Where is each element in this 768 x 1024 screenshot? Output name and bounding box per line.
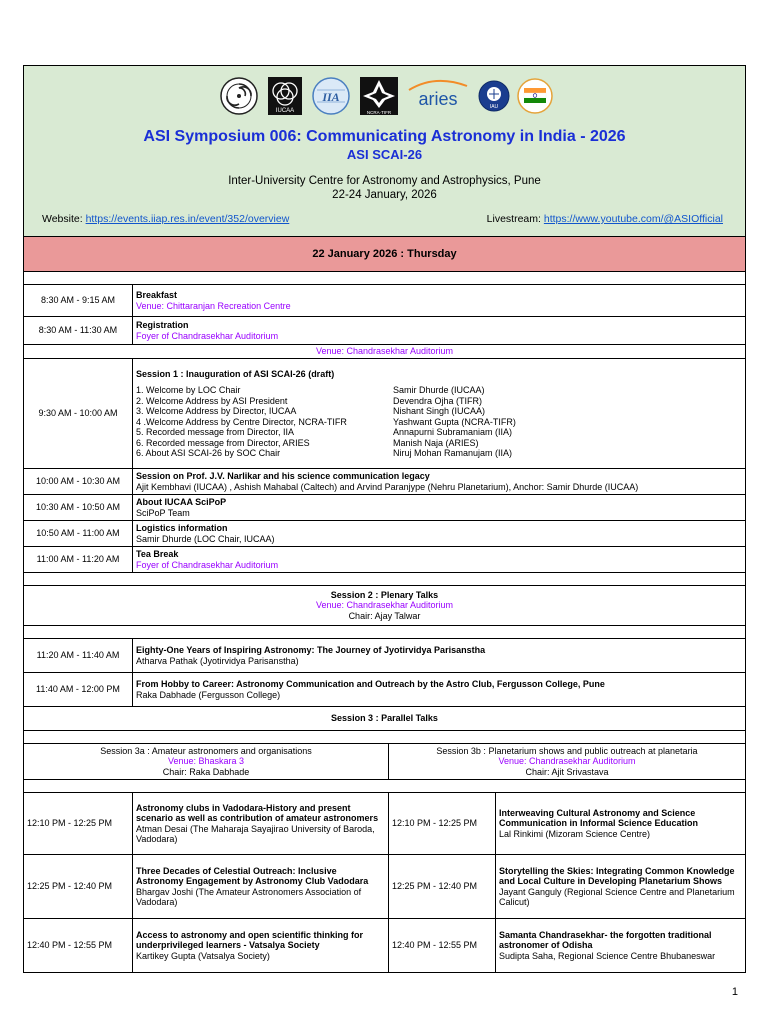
talk-cell-b — [496, 855, 746, 919]
session-2-row — [24, 586, 746, 626]
time-cell: 12:25 PM - 12:40 PM — [389, 855, 496, 919]
time-cell: 8:30 AM - 9:15 AM — [24, 285, 133, 317]
blank-row — [24, 573, 746, 586]
list-item: 4 .Welcome Address by Centre Director, NCRA-TIFR — [136, 416, 347, 427]
livestream-line — [487, 214, 723, 225]
session-1-title: Session 1 : Inauguration of ASI SCAI-26 (draft) — [136, 368, 335, 379]
livestream-link[interactable]: https://www.youtube.com/@ASIOfficial — [543, 213, 723, 225]
list-item: 6. Recorded message from Director, ARIES — [136, 437, 310, 448]
symposium-title: ASI Symposium 006: Communicating Astronomy in India - 2026 — [143, 128, 626, 145]
time-cell: 8:30 AM - 11:30 AM — [24, 317, 133, 345]
event-cell — [133, 469, 746, 495]
event-title: Registration — [136, 320, 189, 330]
time-cell: 10:30 AM - 10:50 AM — [24, 495, 133, 521]
event-venue: Venue: Chittaranjan Recreation Centre — [136, 300, 291, 311]
venue-row — [24, 345, 746, 359]
time-cell: 10:00 AM - 10:30 AM — [24, 469, 133, 495]
day-header-row — [24, 237, 746, 272]
session-3-row — [24, 707, 746, 731]
institute-name: Inter-University Centre for Astronomy and Astrophysics, Pune — [228, 175, 541, 187]
talk-speaker: Jayant Ganguly (Regional Science Centre and Planetarium Calicut) — [499, 886, 735, 907]
session-2-cell — [24, 586, 746, 626]
aries-logo — [405, 76, 471, 116]
event-venue: Foyer of Chandrasekhar Auditorium — [136, 559, 279, 570]
time-cell: 12:10 PM - 12:25 PM — [389, 793, 496, 855]
time-cell: 12:40 PM - 12:55 PM — [389, 919, 496, 973]
event-venue: Foyer of Chandrasekhar Auditorium — [136, 330, 279, 341]
talk-cell-a — [133, 919, 389, 973]
event-title: Session on Prof. J.V. Narlikar and his science communication legacy — [136, 471, 430, 481]
website-line — [42, 214, 289, 225]
event-cell — [133, 495, 746, 521]
list-item: 5. Recorded message from Director, IIA — [136, 427, 295, 437]
event-cell — [133, 317, 746, 345]
talk-speaker: Kartikey Gupta (Vatsalya Society) — [136, 950, 270, 961]
schedule-sheet — [23, 65, 745, 973]
session-2-venue: Venue: Chandrasekhar Auditorium — [315, 600, 454, 611]
ncra-logo — [359, 76, 399, 116]
blank-row — [24, 780, 746, 793]
blank-row — [24, 272, 746, 285]
time-cell: 11:40 AM - 12:00 PM — [24, 673, 133, 707]
table-row — [24, 495, 746, 521]
talk-speaker: Atman Desai (The Maharaja Sayajirao University of Baroda, Vadodara) — [136, 823, 375, 844]
table-row — [24, 359, 746, 469]
event-cell — [133, 285, 746, 317]
table-row — [24, 317, 746, 345]
session-3a-title: Session 3a : Amateur astronomers and organisations — [100, 745, 312, 756]
speaker-name: Nishant Singh (IUCAA) — [393, 406, 486, 416]
session-2-title: Session 2 : Plenary Talks — [330, 589, 439, 600]
talk-title: Access to astronomy and open scientific thinking for underprivileged learners - Vatsalya Society — [136, 929, 364, 951]
table-row — [24, 547, 746, 573]
speaker-name: Annapurni Subramaniam (IIA) — [393, 427, 513, 437]
talk-title: Three Decades of Celestial Outreach: Inclusive Astronomy Engagement by Astronomy Club Vadodara — [136, 865, 369, 886]
event-cell — [133, 639, 746, 673]
talk-cell-a — [133, 855, 389, 919]
talk-title: Interweaving Cultural Astronomy and Science Communication in Informal Science Education — [499, 807, 699, 829]
blank-row — [24, 731, 746, 744]
website-label: Website: — [42, 213, 83, 225]
page-number: 1 — [731, 986, 738, 998]
time-cell: 12:40 PM - 12:55 PM — [24, 919, 133, 973]
talk-speaker: Atharva Pathak (Jyotirvidya Parisanstha) — [136, 655, 299, 666]
speaker-name: Yashwant Gupta (NCRA-TIFR) — [393, 416, 516, 427]
time-cell: 12:10 PM - 12:25 PM — [24, 793, 133, 855]
session-3a-venue: Venue: Bhaskara 3 — [167, 756, 245, 767]
event-title: Breakfast — [136, 290, 178, 300]
program-speakers — [393, 385, 516, 459]
website-link[interactable]: https://events.iiap.res.in/event/352/overview — [85, 213, 290, 225]
event-people: Samir Dhurde (LOC Chair, IUCAA) — [136, 533, 275, 544]
session-3b-venue: Venue: Chandrasekhar Auditorium — [498, 756, 636, 767]
table-row — [24, 673, 746, 707]
ncra-logo-text: NCRA·TIFR — [366, 110, 391, 115]
parallel-header-row — [24, 744, 746, 780]
speaker-name: Devendra Ojha (TIFR) — [393, 395, 483, 406]
event-title: About IUCAA SciPoP — [136, 497, 227, 507]
session-3a-chair: Chair: Raka Dabhade — [162, 766, 250, 777]
time-cell: 10:50 AM - 11:00 AM — [24, 521, 133, 547]
session-3b-title: Session 3b : Planetarium shows and public outreach at planetaria — [436, 745, 698, 756]
table-row — [24, 469, 746, 495]
table-row — [24, 919, 746, 973]
time-cell: 11:00 AM - 11:20 AM — [24, 547, 133, 573]
session-3b-cell — [389, 744, 746, 780]
talk-cell-b — [496, 793, 746, 855]
event-title: Tea Break — [136, 549, 179, 559]
table-row — [24, 793, 746, 855]
event-cell — [133, 521, 746, 547]
list-item: 2. Welcome Address by ASI President — [136, 395, 288, 406]
aries-logo-text: aries — [417, 89, 458, 109]
event-people: SciPoP Team — [136, 507, 190, 518]
session-3b-chair: Chair: Ajit Srivastava — [525, 766, 609, 777]
event-people: Ajit Kembhavi (IUCAA) , Ashish Mahabal (Caltech) and Arvind Paranjype (Nehru Planetarium), Anchor: Samir Dhurde (IUCAA) — [136, 481, 639, 492]
session-1-program — [136, 385, 742, 459]
talk-speaker: Raka Dabhade (Fergusson College) — [136, 689, 281, 700]
venue-line: Venue: Chandrasekhar Auditorium — [24, 345, 746, 359]
talk-cell-b — [496, 919, 746, 973]
day-header: 22 January 2026 : Thursday — [24, 237, 746, 272]
talk-speaker: Sudipta Saha, Regional Science Centre Bhubaneswar — [499, 950, 716, 961]
livestream-label: Livestream: — [486, 213, 541, 225]
time-cell: 12:25 PM - 12:40 PM — [24, 855, 133, 919]
list-item: 6. About ASI SCAI-26 by SOC Chair — [136, 448, 281, 458]
iucaa-logo-text: IUCAA — [275, 108, 294, 114]
header-row — [24, 66, 746, 237]
iia-logo — [309, 76, 353, 116]
session-3a-cell — [24, 744, 389, 780]
event-dates: 22-24 January, 2026 — [332, 189, 437, 201]
talk-title: Samanta Chandrasekhar- the forgotten traditional astronomer of Odisha — [499, 929, 712, 951]
symposium-subtitle: ASI SCAI-26 — [346, 147, 423, 162]
speaker-name: Samir Dhurde (IUCAA) — [393, 385, 485, 395]
iia-logo-text: IIA — [321, 90, 340, 104]
program-items — [136, 385, 393, 459]
time-cell: 9:30 AM - 10:00 AM — [24, 359, 133, 469]
talk-speaker: Lal Rinkimi (Mizoram Science Centre) — [499, 828, 651, 839]
talk-title: Eighty-One Years of Inspiring Astronomy: The Journey of Jyotirvidya Parisanstha — [136, 645, 486, 655]
session-3-title: Session 3 : Parallel Talks — [24, 707, 746, 731]
schedule-table — [23, 65, 746, 973]
talk-cell-a — [133, 793, 389, 855]
iucaa-logo — [267, 76, 303, 116]
talk-speaker: Bhargav Joshi (The Amateur Astronomers Association of Vadodara) — [136, 886, 362, 907]
list-item: 1. Welcome by LOC Chair — [136, 385, 241, 395]
time-cell: 11:20 AM - 11:40 AM — [24, 639, 133, 673]
event-cell — [133, 673, 746, 707]
event-cell — [133, 359, 746, 469]
iau-logo-text: IAU — [489, 104, 498, 110]
table-row — [24, 855, 746, 919]
speaker-name: Manish Naja (ARIES) — [393, 437, 479, 448]
logo-strip — [24, 76, 745, 116]
header-cell — [24, 66, 746, 237]
event-title: Logistics information — [136, 523, 228, 533]
table-row — [24, 639, 746, 673]
list-item: 3. Welcome Address by Director, IUCAA — [136, 406, 297, 416]
india-flag-logo — [517, 76, 553, 116]
iau-logo — [477, 76, 511, 116]
table-row — [24, 521, 746, 547]
talk-title: Storytelling the Skies: Integrating Common Knowledge and Local Culture in Developing Planetarium Shows — [499, 865, 735, 886]
speaker-name: Niruj Mohan Ramanujam (IIA) — [393, 448, 513, 458]
blank-row — [24, 626, 746, 639]
session-2-chair: Chair: Ajay Talwar — [348, 610, 421, 621]
event-cell — [133, 547, 746, 573]
asi-logo — [217, 76, 261, 116]
talk-title: From Hobby to Career: Astronomy Communication and Outreach by the Astro Club, Fergusson College, Pune — [136, 679, 605, 689]
talk-title: Astronomy clubs in Vadodara-History and present scenario as well as contribution of amateur astronomers — [136, 802, 379, 823]
table-row — [24, 285, 746, 317]
